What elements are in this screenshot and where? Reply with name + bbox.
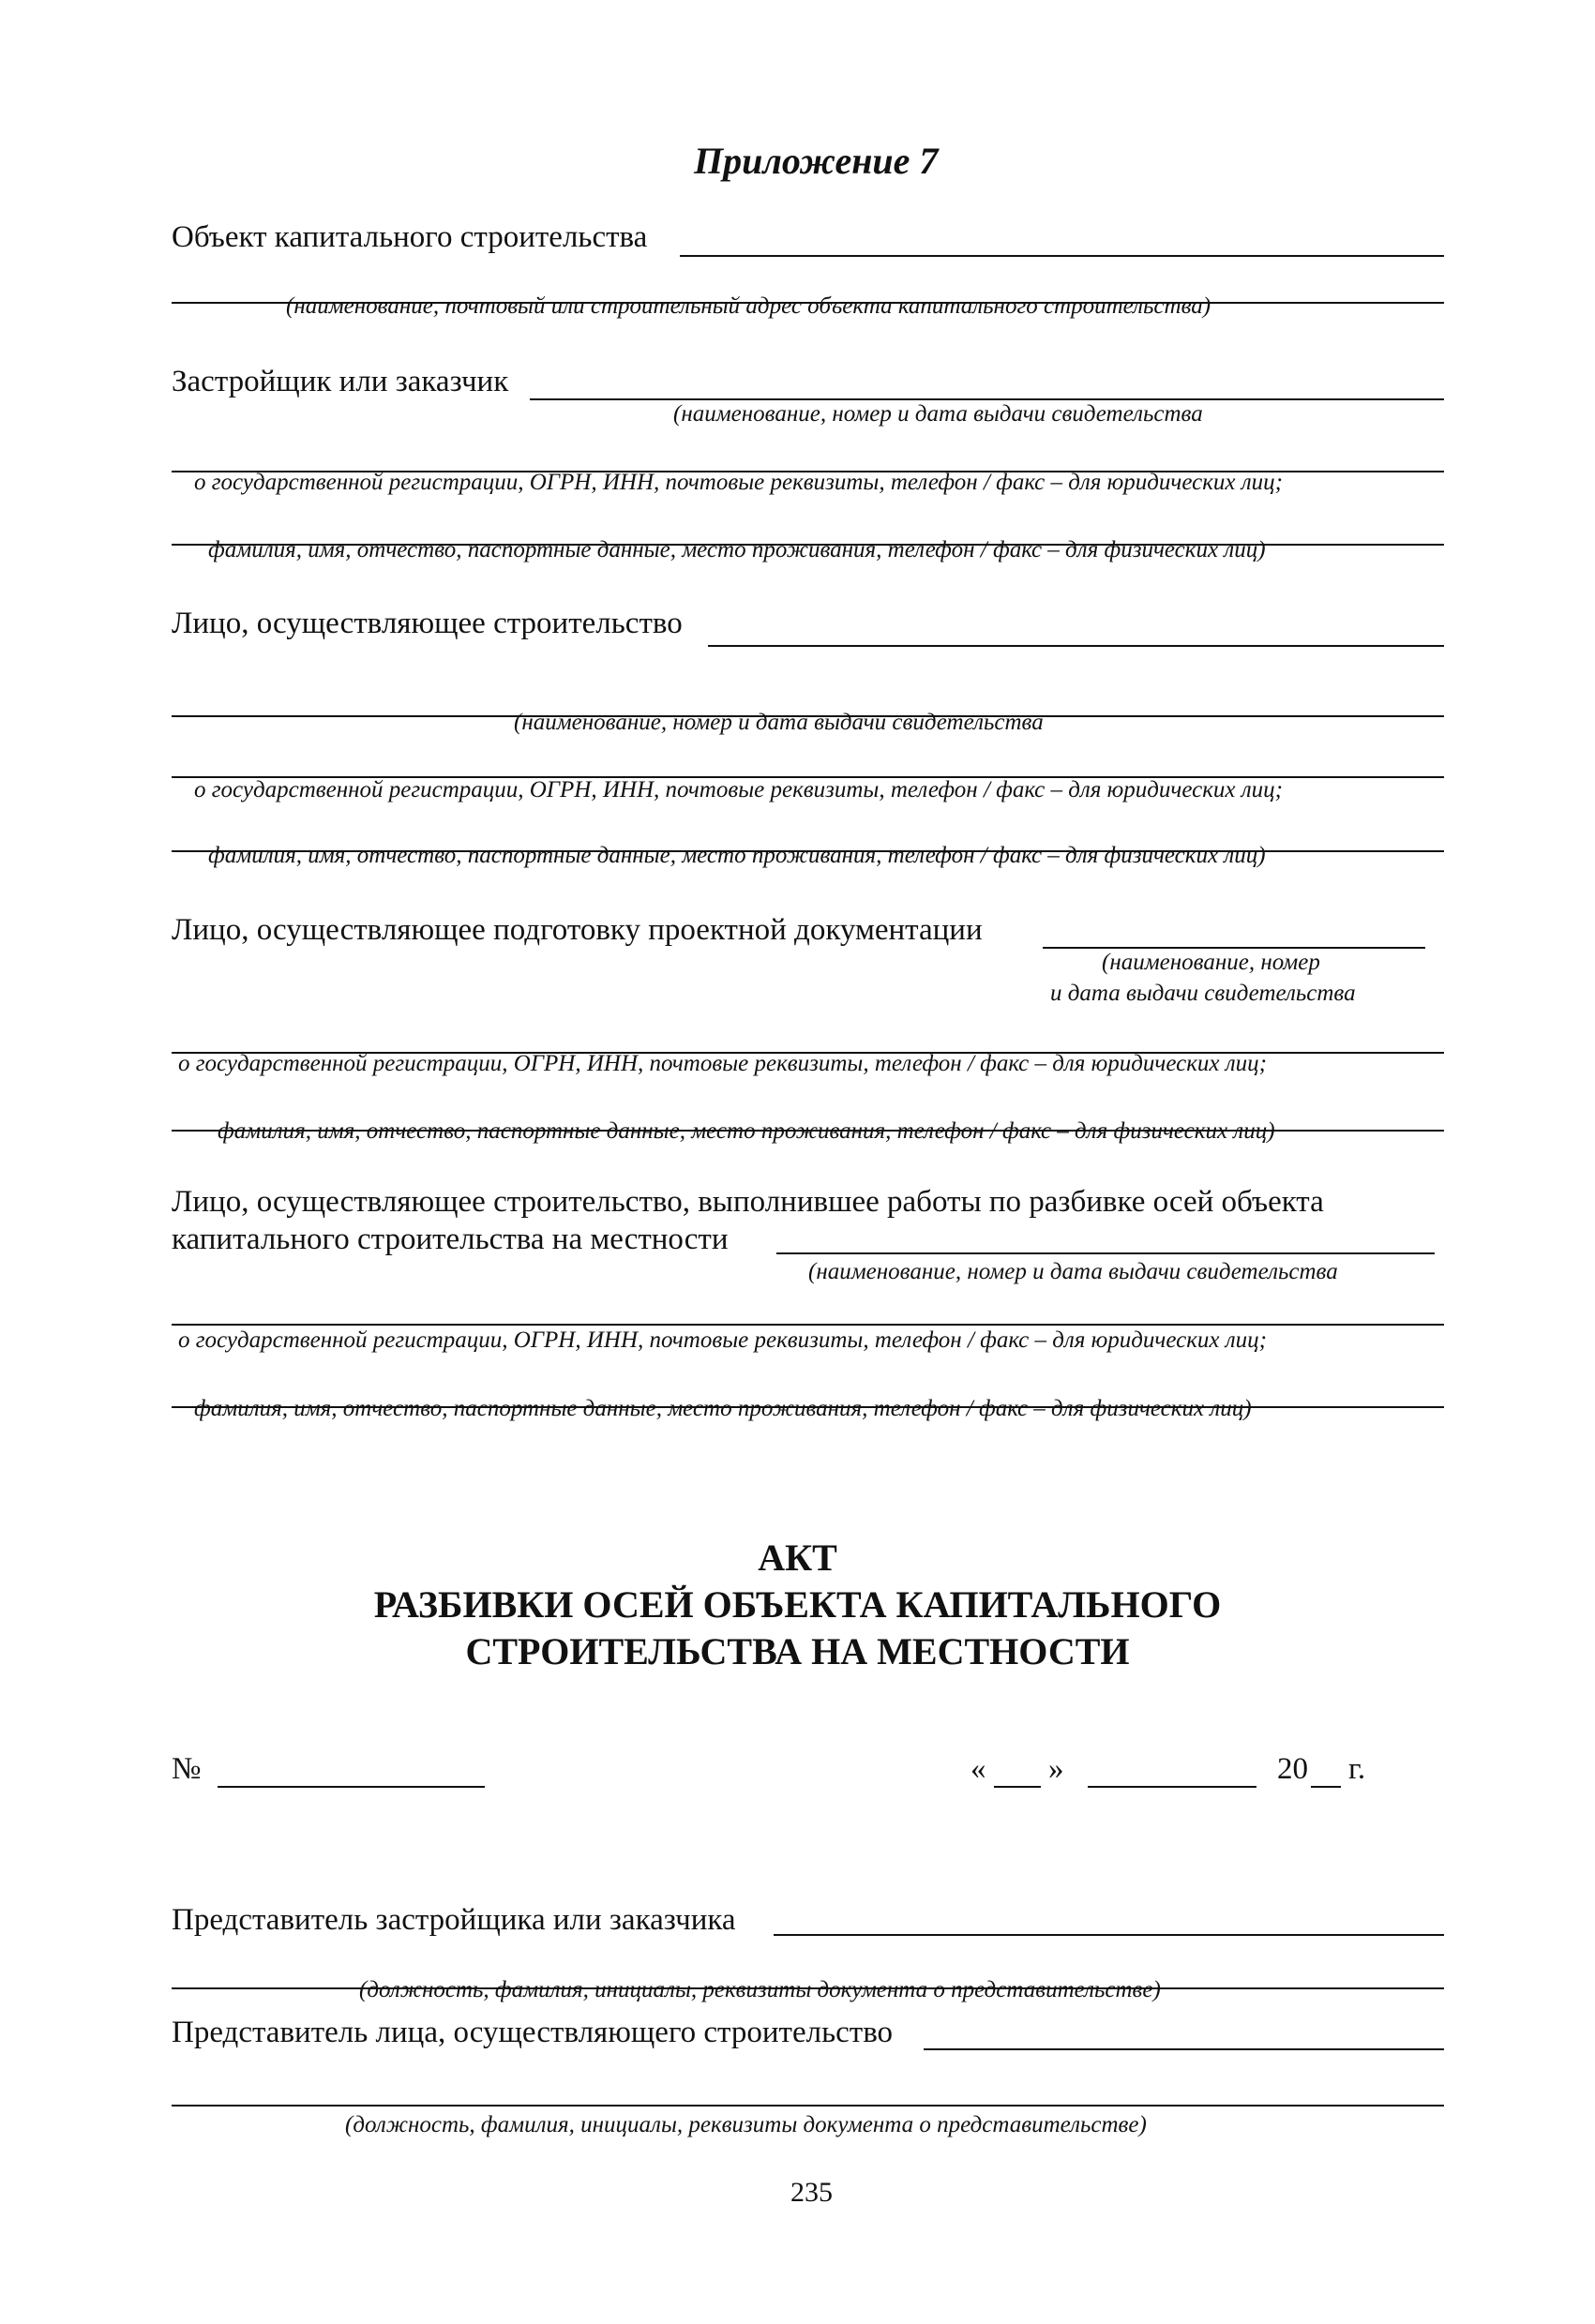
designer-caption-1b: и дата выдачи свидетельства bbox=[1050, 981, 1356, 1006]
rep-builder-line-2[interactable] bbox=[172, 2105, 1444, 2107]
designer-caption-1a: (наименование, номер bbox=[1102, 950, 1320, 975]
layout-performer-caption-2: о государственной регистрации, ОГРН, ИНН, почтовые реквизиты, телефон / факс – для юридических лиц; bbox=[178, 1327, 1267, 1353]
layout-performer-line-2[interactable] bbox=[172, 1324, 1444, 1326]
date-open-quote: « bbox=[971, 1752, 986, 1786]
rep-builder-label: Представитель лица, осуществляющего строительство bbox=[172, 2016, 894, 2049]
act-subtitle-2: СТРОИТЕЛЬСТВА НА МЕСТНОСТИ bbox=[465, 1630, 1130, 1672]
developer-caption-3: фамилия, имя, отчество, паспортные данные, место проживания, телефон / факс – для физических лиц) bbox=[208, 537, 1266, 562]
rep-developer-label: Представитель застройщика или заказчика bbox=[172, 1903, 736, 1937]
rep-developer-caption: (должность, фамилия, инициалы, реквизиты документа о представительстве) bbox=[359, 1977, 1161, 2002]
layout-performer-label-1: Лицо, осуществляющее строительство, выполнившее работы по разбивке осей объекта bbox=[172, 1185, 1324, 1219]
object-caption: (наименование, почтовый или строительный адрес объекта капитального строительства) bbox=[286, 293, 1211, 319]
page-number: 235 bbox=[790, 2177, 833, 2208]
date-close-quote: » bbox=[1048, 1752, 1064, 1786]
number-sign: № bbox=[172, 1752, 202, 1786]
layout-performer-caption-1: (наименование, номер и дата выдачи свидетельства bbox=[808, 1259, 1338, 1284]
designer-caption-2: о государственной регистрации, ОГРН, ИНН, почтовые реквизиты, телефон / факс – для юридических лиц; bbox=[178, 1051, 1267, 1076]
builder-caption-1: (наименование, номер и дата выдачи свидетельства bbox=[514, 710, 1044, 735]
builder-caption-2: о государственной регистрации, ОГРН, ИНН, почтовые реквизиты, телефон / факс – для юридических лиц; bbox=[194, 777, 1283, 802]
object-label: Объект капитального строительства bbox=[172, 220, 648, 254]
act-title: АКТ bbox=[758, 1537, 837, 1579]
date-year-prefix: 20 bbox=[1277, 1752, 1308, 1786]
layout-performer-caption-3: фамилия, имя, отчество, паспортные данные, место проживания, телефон / факс – для физических лиц) bbox=[194, 1396, 1252, 1421]
object-input-line[interactable] bbox=[680, 255, 1444, 257]
date-year-input-line[interactable] bbox=[1311, 1786, 1341, 1788]
rep-developer-input-line[interactable] bbox=[774, 1934, 1444, 1936]
date-month-input-line[interactable] bbox=[1088, 1786, 1256, 1788]
appendix-title: Приложение 7 bbox=[694, 140, 939, 182]
designer-caption-3: фамилия, имя, отчество, паспортные данные, место проживания, телефон / факс – для физических лиц) bbox=[218, 1118, 1275, 1144]
rep-builder-caption: (должность, фамилия, инициалы, реквизиты документа о представительстве) bbox=[345, 2112, 1147, 2137]
developer-label: Застройщик или заказчик bbox=[172, 365, 509, 398]
builder-label: Лицо, осуществляющее строительство bbox=[172, 607, 683, 640]
date-year-suffix: г. bbox=[1348, 1752, 1366, 1786]
rep-builder-input-line[interactable] bbox=[924, 2048, 1444, 2050]
layout-performer-label-2: капитального строительства на местности bbox=[172, 1222, 729, 1256]
developer-caption-2: о государственной регистрации, ОГРН, ИНН, почтовые реквизиты, телефон / факс – для юридических лиц; bbox=[194, 470, 1283, 495]
designer-label: Лицо, осуществляющее подготовку проектной документации bbox=[172, 913, 983, 947]
number-input-line[interactable] bbox=[218, 1786, 485, 1788]
layout-performer-input-line[interactable] bbox=[776, 1252, 1435, 1254]
builder-input-line[interactable] bbox=[708, 645, 1444, 647]
date-day-input-line[interactable] bbox=[994, 1786, 1041, 1788]
builder-caption-3: фамилия, имя, отчество, паспортные данные, место проживания, телефон / факс – для физических лиц) bbox=[208, 843, 1266, 868]
act-subtitle-1: РАЗБИВКИ ОСЕЙ ОБЪЕКТА КАПИТАЛЬНОГО bbox=[373, 1583, 1222, 1626]
developer-caption-1: (наименование, номер и дата выдачи свидетельства bbox=[673, 401, 1203, 427]
